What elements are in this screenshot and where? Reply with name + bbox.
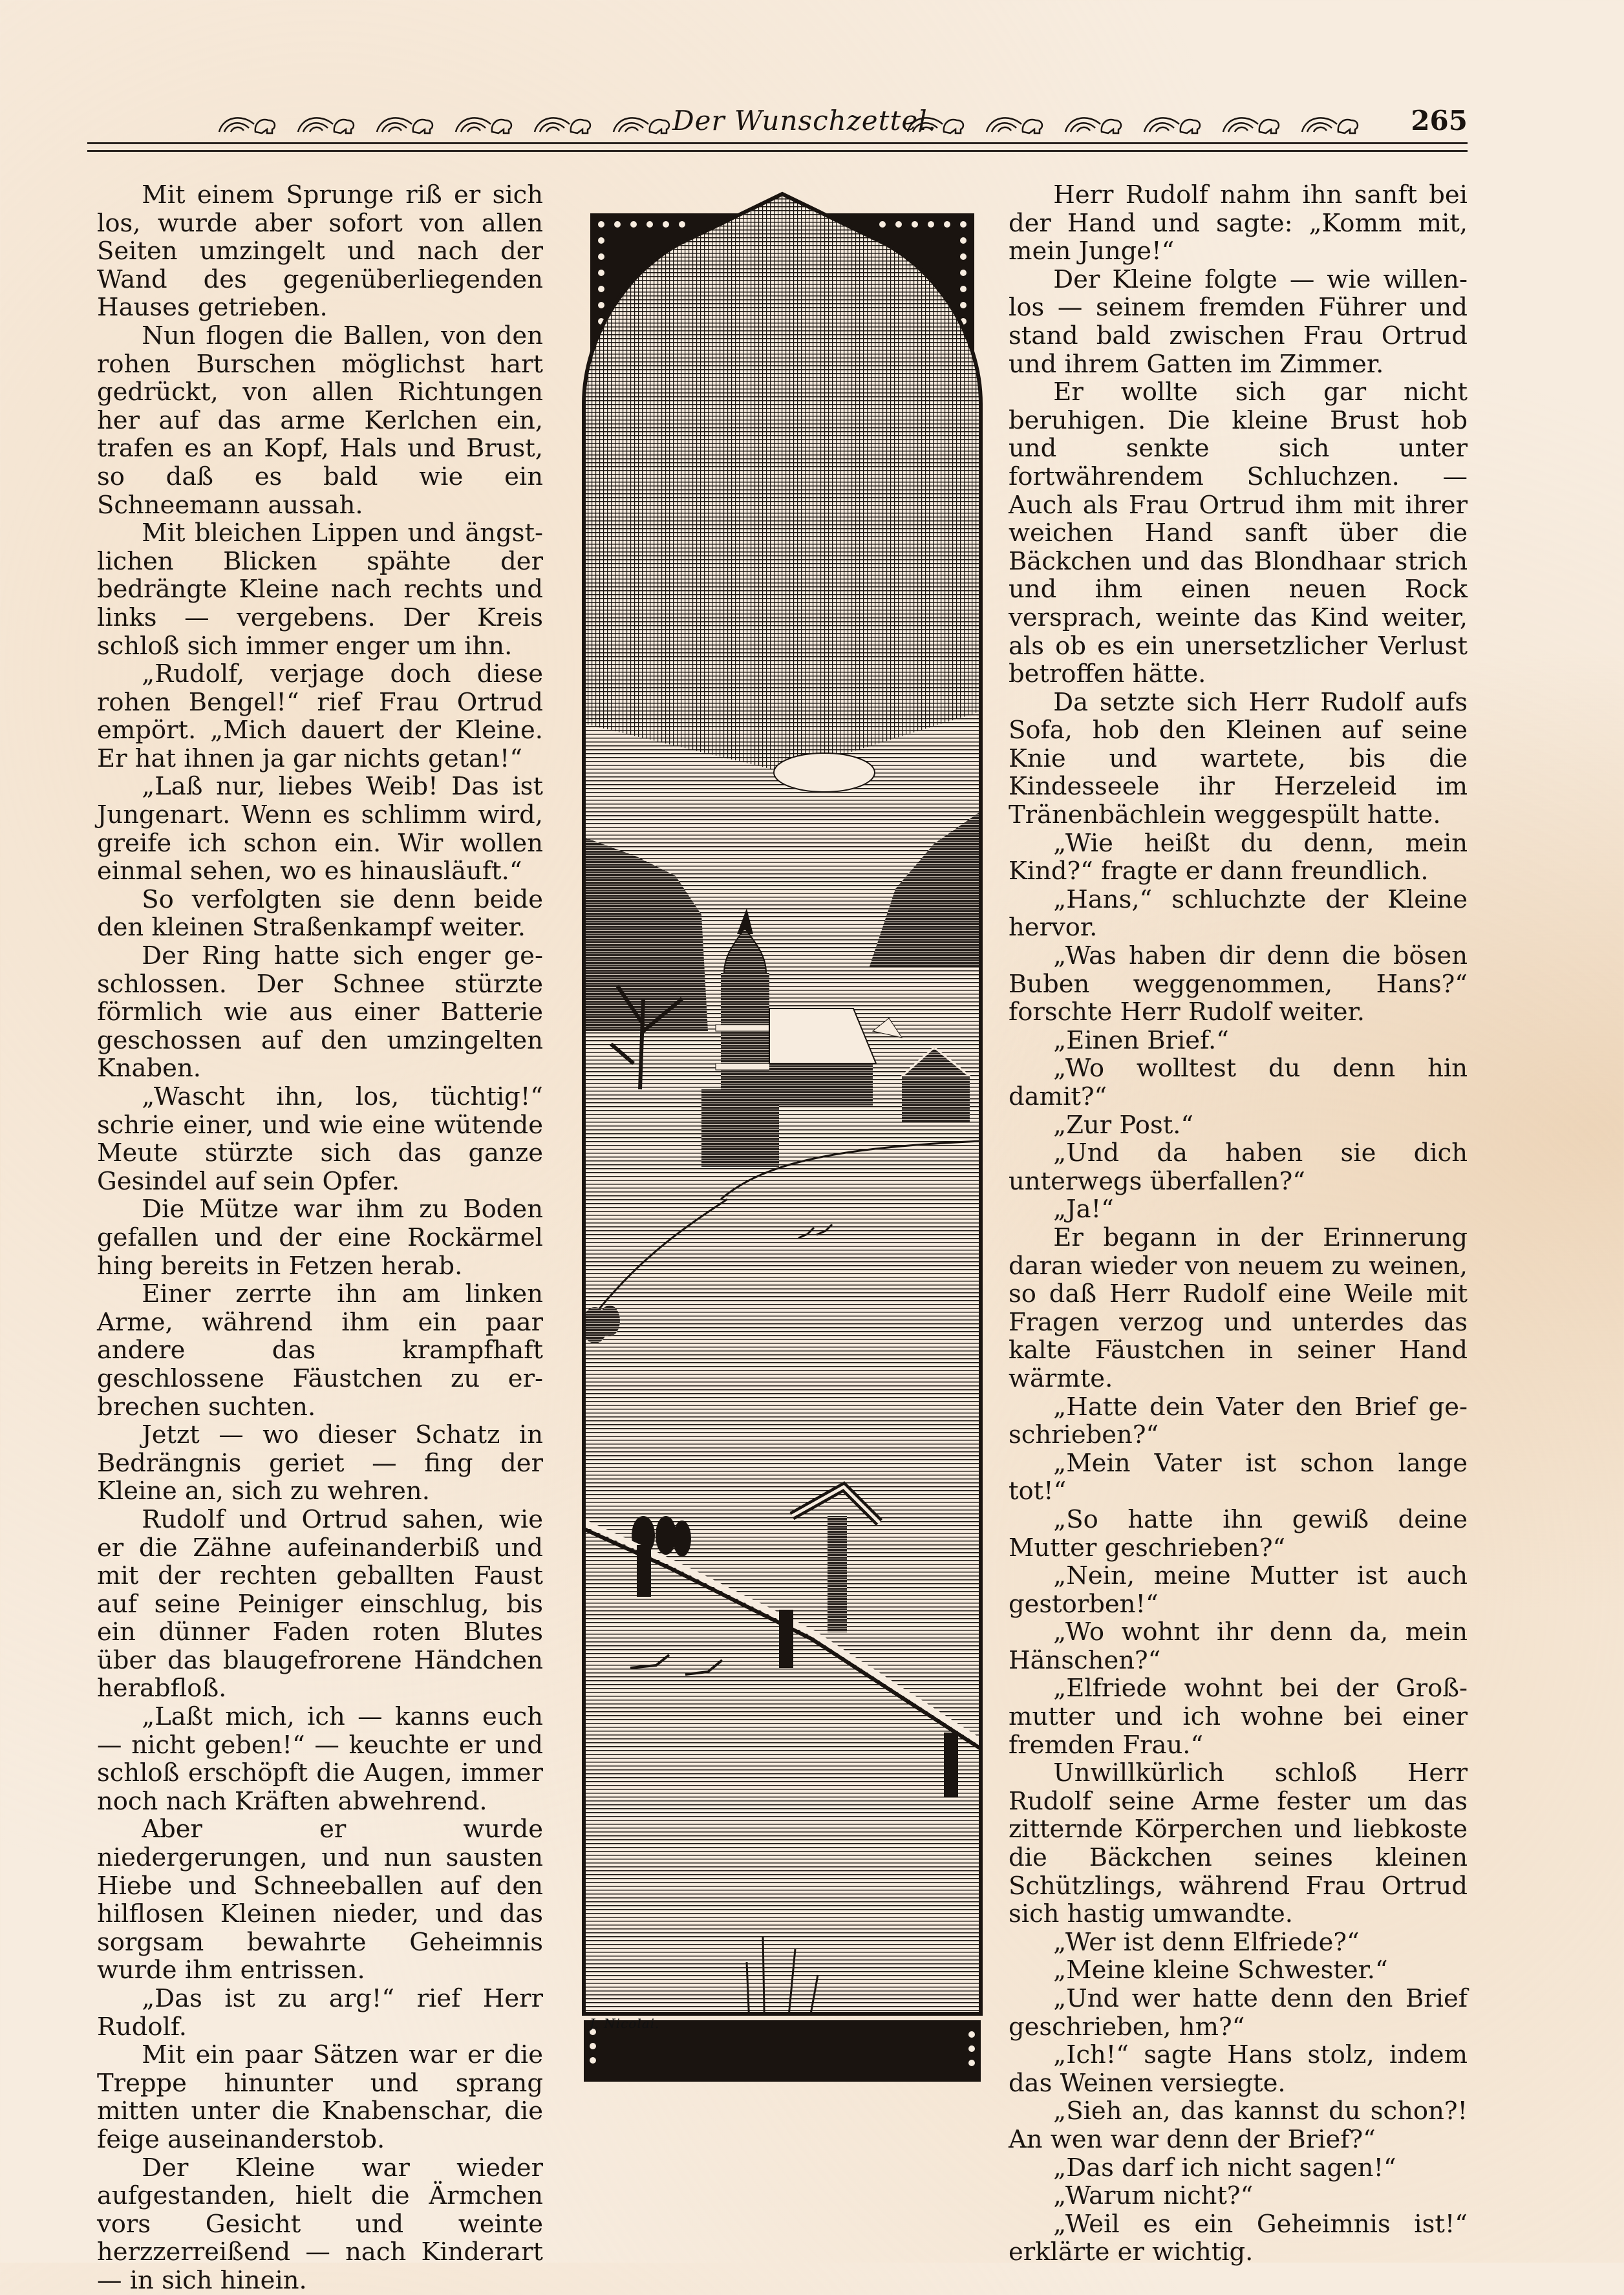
paragraph: „Elfriede wohnt bei der Großmutter und ich wohne bei einer fremden Frau.“: [1009, 1674, 1468, 1760]
page-number: 265: [1411, 105, 1468, 136]
paragraph: „Sieh an, das kannst du schon?! An wen war denn der Brief?“: [1009, 2097, 1468, 2154]
leaf-scroll-ornament-icon: [374, 110, 436, 136]
paragraph: „Das ist zu arg!“ rief Herr Rudolf.: [97, 1984, 543, 2042]
paragraph: Mit bleichen Lippen und ängstlichen Blicken spähte der bedrängte Kleine nach rechts und links — vergebens. Der Kreis schloß sich immer enger um ihn.: [97, 518, 543, 661]
paragraph: „So hatte ihn gewiß deine Mutter geschrieben?“: [1009, 1504, 1468, 1563]
paragraph: Aber er wurde niedergerungen, und nun sausten Hiebe und Schneeballen auf den hilflosen Kleinen nieder, und das sorgsam bewahrte Geheimnis wurde ihm entrissen.: [97, 1815, 543, 1985]
paragraph: Er wollte sich gar nicht beruhigen. Die kleine Brust hob und senkte sich unter fortwährendem Schluchzen. — Auch als Frau Ortrud ihm mit ihrer weichen Hand sanft über die Bäckchen und das Blondhaar strich und ihm einen neuen Rock versprach, weinte das Kind weiter, als ob es ein unersetzlicher Verlust betroffen hätte.: [1009, 378, 1468, 689]
running-header: [87, 103, 1468, 162]
leaf-scroll-ornament-icon: [1299, 110, 1362, 136]
fence-post: [779, 1610, 793, 1668]
leaf-scroll-ornament-icon: [1142, 110, 1204, 136]
paragraph: Der Kleine folgte — wie willenlos — seinem fremden Führer und stand bald zwischen Frau Ortrud und ihrem Gatten im Zimmer.: [1009, 264, 1468, 379]
paragraph: „Und da haben sie dich unterwegs überfallen?“: [1009, 1138, 1468, 1196]
artist-signature: J. Nicolai.: [590, 2016, 660, 2031]
header-rule-bottom: [87, 150, 1468, 152]
leaf-scroll-ornament-icon: [984, 110, 1046, 136]
running-title: Der Wunschzettel.: [672, 105, 937, 136]
paragraph: Rudolf und Ortrud sahen, wie er die Zähne aufeinanderbiß und mit der rechten geballten Faust auf seine Peiniger einschlug, bis ein dünner Faden roten Blutes über das blaugefrorene Händchen herabfloß.: [97, 1504, 543, 1703]
paragraph: „Das darf ich nicht sagen!“: [1053, 2153, 1396, 2183]
paragraph: „Wo wohnt ihr denn da, mein Hänschen?“: [1009, 1617, 1468, 1675]
paragraph: „Wer ist denn Elfriede?“: [1053, 1927, 1360, 1957]
house: [902, 1076, 970, 1122]
paragraph: „Wie heißt du denn, mein Kind?“ fragte er dann freundlich.: [1009, 828, 1468, 886]
paragraph: „Zur Post.“: [1053, 1110, 1194, 1140]
leaf-scroll-ornament-icon: [611, 110, 673, 136]
paragraph: „Wo wolltest du denn hin damit?“: [1009, 1054, 1468, 1111]
paragraph: „Weil es ein Geheimnis ist!“ erklärte er wichtig.: [1009, 2209, 1468, 2267]
leaf-scroll-ornament-icon: [1221, 110, 1283, 136]
paragraph: „Wascht ihn, los, tüchtig!“ schrie einer, und wie eine wütende Meute stürzte sich das ganze Gesindel auf sein Opfer.: [97, 1082, 543, 1196]
paragraph: „Ich!“ sagte Hans stolz, indem das Weinen versiegte.: [1009, 2040, 1468, 2098]
ornament-row-right: [905, 110, 1362, 136]
leaf-scroll-ornament-icon: [217, 110, 279, 136]
paragraph: So verfolgten sie denn beide den kleinen Straßenkampf weiter.: [97, 884, 543, 943]
illustration-drawing: [572, 191, 992, 2114]
paragraph: Unwillkürlich schloß Herr Rudolf seine Arme fester um das zitternde Körperchen und liebkoste die Bäckchen seines kleinen Schützlings, während Frau Ortrud sich hastig umwandte.: [1009, 1758, 1468, 1929]
paragraph: „Hans,“ schluchzte der Kleine hervor.: [1009, 884, 1468, 943]
paragraph: „Einen Brief.“: [1053, 1025, 1229, 1055]
church-nave: [769, 1063, 873, 1105]
paragraph: „Laßt mich, ich — kanns euch — nicht geben!“ — keuchte er und schloß erschöpft die Augen, immer noch nach Kräften abwehrend.: [97, 1702, 543, 1816]
leaf-scroll-ornament-icon: [532, 110, 594, 136]
paragraph: „Warum nicht?“: [1053, 2181, 1254, 2211]
paragraph: Da setzte sich Herr Rudolf aufs Sofa, hob den Kleinen auf seine Knie und wartete, bis die Kindesseele ihr Herzeleid im Tränenbächlein weggespült hatte.: [1009, 687, 1468, 830]
paragraph: Jetzt — wo dieser Schatz in Bedrängnis geriet — fing der Kleine an, sich zu wehren.: [97, 1420, 543, 1506]
paragraph: Der Ring hatte sich enger geschlossen. Der Schnee stürzte förmlich wie aus einer Batterie geschossen auf den umzingelten Knaben.: [97, 941, 543, 1083]
paragraph: „Rudolf, verjage doch diese rohen Bengel!“ rief Frau Ortrud empört. „Mich dauert der Kleine. Er hat ihnen ja gar nichts getan!“: [97, 659, 543, 773]
leaf-scroll-ornament-icon: [905, 110, 967, 136]
paragraph: Mit einem Sprunge riß er sich los, wurde aber sofort von allen Seiten umzingelt und nach der Wand des gegenüberliegenden Hauses getrieben.: [97, 180, 543, 323]
ornament-row-left: [217, 110, 673, 136]
leaf-scroll-ornament-icon: [1063, 110, 1125, 136]
paragraph: „Und wer hatte denn den Brief geschrieben, hm?“: [1009, 1984, 1468, 2042]
paragraph: Der Kleine war wieder aufgestanden, hielt die Ärmchen vors Gesicht und weinte herzzerreißend — nach Kinderart — in sich hinein.: [97, 2153, 543, 2295]
moon: [774, 753, 875, 792]
paragraph: Einer zerrte ihn am linken Arme, während ihm ein paar andere das krampfhaft geschlossene Fäustchen zu erbrechen suchten.: [97, 1279, 543, 1422]
paragraph: Herr Rudolf nahm ihn sanft bei der Hand und sagte: „Komm mit, mein Junge!“: [1009, 180, 1468, 266]
paragraph: Mit ein paar Sätzen war er die Treppe hinunter und sprang mitten unter die Knabenschar, die feige auseinanderstob.: [97, 2040, 543, 2154]
winter-village-illustration: [572, 191, 992, 2114]
paragraph: „Meine kleine Schwester.“: [1053, 1956, 1388, 1985]
paragraph: „Mein Vater ist schon lange tot!“: [1009, 1448, 1468, 1506]
right-text-column: [1009, 181, 1468, 2267]
left-text-column: [97, 181, 543, 2295]
header-rule-top: [87, 142, 1468, 144]
paragraph: „Nein, meine Mutter ist auch gestorben!“: [1009, 1561, 1468, 1619]
paragraph: „Was haben dir denn die bösen Buben weggenommen, Hans?“ forschte Herr Rudolf weiter.: [1009, 941, 1468, 1027]
leaf-scroll-ornament-icon: [295, 110, 358, 136]
paragraph: Er begann in der Erinnerung daran wieder von neuem zu weinen, so daß Herr Rudolf eine Weile mit Fragen verzog und unterdes das kalte Fäustchen in seiner Hand wärmte.: [1009, 1222, 1468, 1393]
paragraph: „Hatte dein Vater den Brief geschrieben?“: [1009, 1392, 1468, 1450]
leaf-scroll-ornament-icon: [453, 110, 515, 136]
wayside-shrine: [828, 1516, 847, 1632]
fence-post: [637, 1545, 651, 1597]
paragraph: „Ja!“: [1053, 1195, 1114, 1224]
paragraph: „Laß nur, liebes Weib! Das ist Jungenart. Wenn es schlimm wird, greife ich schon ein. Wir wollen einmal sehen, wo es hinausläuft.“: [97, 772, 543, 886]
fence-post: [944, 1733, 958, 1797]
paragraph: Die Mütze war ihm zu Boden gefallen und der eine Rockärmel hing bereits in Fetzen herab.: [97, 1195, 543, 1281]
paragraph: Nun flogen die Ballen, von den rohen Burschen möglichst hart gedrückt, von allen Richtungen her auf das arme Kerlchen ein, trafen es an Kopf, Hals und Brust, so daß es bald wie ein Schneemann aussah.: [97, 321, 543, 520]
